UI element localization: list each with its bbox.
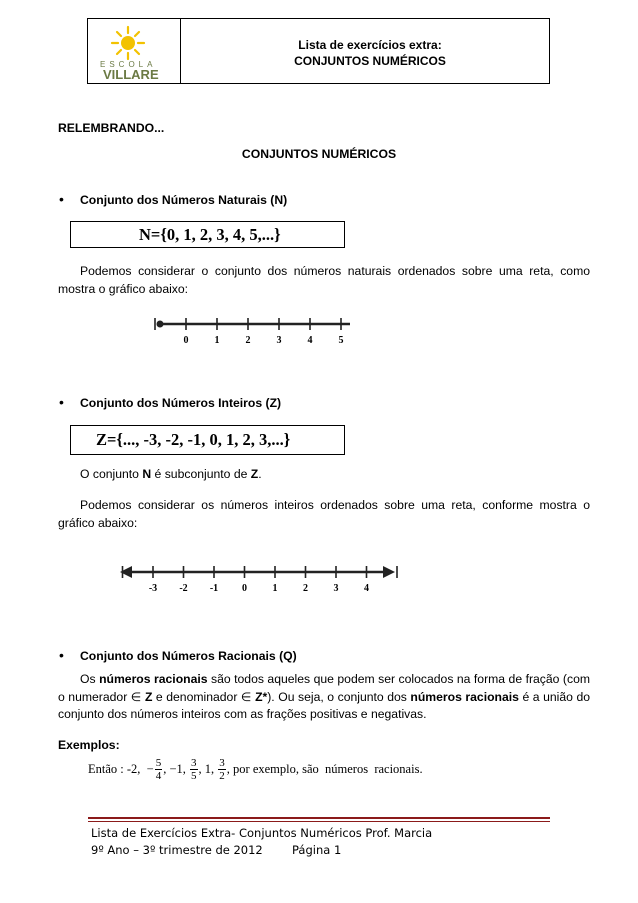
subset-pre: O conjunto xyxy=(80,467,143,481)
header-title-line2: CONJUNTOS NUMÉRICOS xyxy=(294,54,446,68)
expr-mid: , −1, xyxy=(163,762,190,776)
naturais-set: N={0, 1, 2, 3, 4, 5,...} xyxy=(139,225,281,244)
racionais-text xyxy=(58,671,590,724)
naturais-text: Podemos considerar o conjunto dos números naturais ordenados sobre uma reta, como mostra o gráfico abaixo: xyxy=(58,264,590,296)
footer-rule-thin xyxy=(88,821,550,822)
arrow-right-icon xyxy=(383,566,395,578)
racionais-heading: Conjunto dos Números Racionais (Q) xyxy=(80,649,297,663)
footer-line2: 9º Ano – 3º trimestre de 2012 Página 1 xyxy=(91,843,342,857)
header-title-line1: Lista de exercícios extra: xyxy=(298,38,442,52)
tick-label: 2 xyxy=(245,335,251,346)
bullet: • xyxy=(59,647,64,663)
fraction-den: 5 xyxy=(191,770,197,782)
text-run: Os xyxy=(80,672,100,686)
expr-mid: , 1, xyxy=(198,762,218,776)
naturais-set-box xyxy=(70,221,345,248)
tick-label: 3 xyxy=(333,583,339,594)
inteiros-heading: Conjunto dos Números Inteiros (Z) xyxy=(80,396,282,410)
tick-label: -2 xyxy=(179,583,188,594)
tick-label: 4 xyxy=(364,583,369,594)
fraction-num: 5 xyxy=(155,757,162,769)
tick-label: 0 xyxy=(242,583,247,594)
expr-suffix: , por exemplo, são números racionais. xyxy=(226,762,423,776)
subset-n: N xyxy=(142,467,152,481)
subset-sentence xyxy=(80,467,262,481)
footer-line1: Lista de Exercícios Extra- Conjuntos Numéricos Prof. Marcia xyxy=(91,826,433,840)
footer-rule xyxy=(88,817,550,819)
tick-label: -1 xyxy=(209,583,219,594)
fraction-3-5 xyxy=(190,757,198,782)
text-run: e denominador ∈ xyxy=(152,689,256,704)
fraction-5-4 xyxy=(155,757,163,782)
bullet: • xyxy=(59,394,64,410)
inteiros-set: Z={..., -3, -2, -1, 0, 1, 2, 3,...} xyxy=(96,430,291,449)
fraction-den: 4 xyxy=(155,770,162,782)
tick-label: 5 xyxy=(338,335,344,346)
relembrando-heading: RELEMBRANDO... xyxy=(58,121,165,135)
inteiros-number-line xyxy=(118,558,398,600)
text-run-bold: números racionais xyxy=(99,672,208,686)
subset-mid: é subconjunto de xyxy=(151,467,251,481)
subset-z: Z xyxy=(250,467,259,481)
bullet: • xyxy=(59,191,64,207)
naturais-heading: Conjunto dos Números Naturais (N) xyxy=(80,193,288,207)
inteiros-set-box xyxy=(70,425,345,455)
naturais-number-line xyxy=(150,310,360,350)
fraction-num: 3 xyxy=(219,757,225,769)
school-line1: ESCOLA xyxy=(100,60,157,69)
subset-end: . xyxy=(258,467,262,481)
exemplos-expression xyxy=(88,757,423,782)
text-run: é a união do conjunto dos números inteiros com as frações positivas e negativas. xyxy=(58,689,590,721)
tick-label: 0 xyxy=(183,335,189,346)
fraction-den: 2 xyxy=(219,770,225,782)
tick-label: 4 xyxy=(307,335,313,346)
text-run: ). Ou seja, o conjunto dos xyxy=(267,689,411,704)
exemplos-label: Exemplos: xyxy=(58,738,120,752)
header-divider xyxy=(180,18,181,84)
tick-label: -3 xyxy=(148,583,158,594)
inteiros-text: Podemos considerar os números inteiros ordenados sobre uma reta, conforme mostra o gráfico abaixo: xyxy=(58,498,590,530)
tick-label: 1 xyxy=(272,583,278,594)
tick-label: 2 xyxy=(303,583,308,594)
text-run-bold: Z* xyxy=(255,689,268,704)
expr-prefix: Então : -2, − xyxy=(88,762,154,776)
tick-label: 3 xyxy=(276,335,282,346)
fraction-num: 3 xyxy=(191,757,197,769)
line-start-dot xyxy=(157,321,164,328)
text-run: são todos aqueles que podem ser colocados na forma de fração (com o numerador ∈ xyxy=(58,672,591,704)
fraction-3-2 xyxy=(218,757,226,782)
tick-label: 1 xyxy=(214,335,220,346)
section-title: CONJUNTOS NUMÉRICOS xyxy=(241,147,397,161)
text-run-bold: números racionais xyxy=(410,689,519,704)
school-name: VILLARE xyxy=(103,67,159,82)
text-run-bold: Z xyxy=(144,689,153,704)
